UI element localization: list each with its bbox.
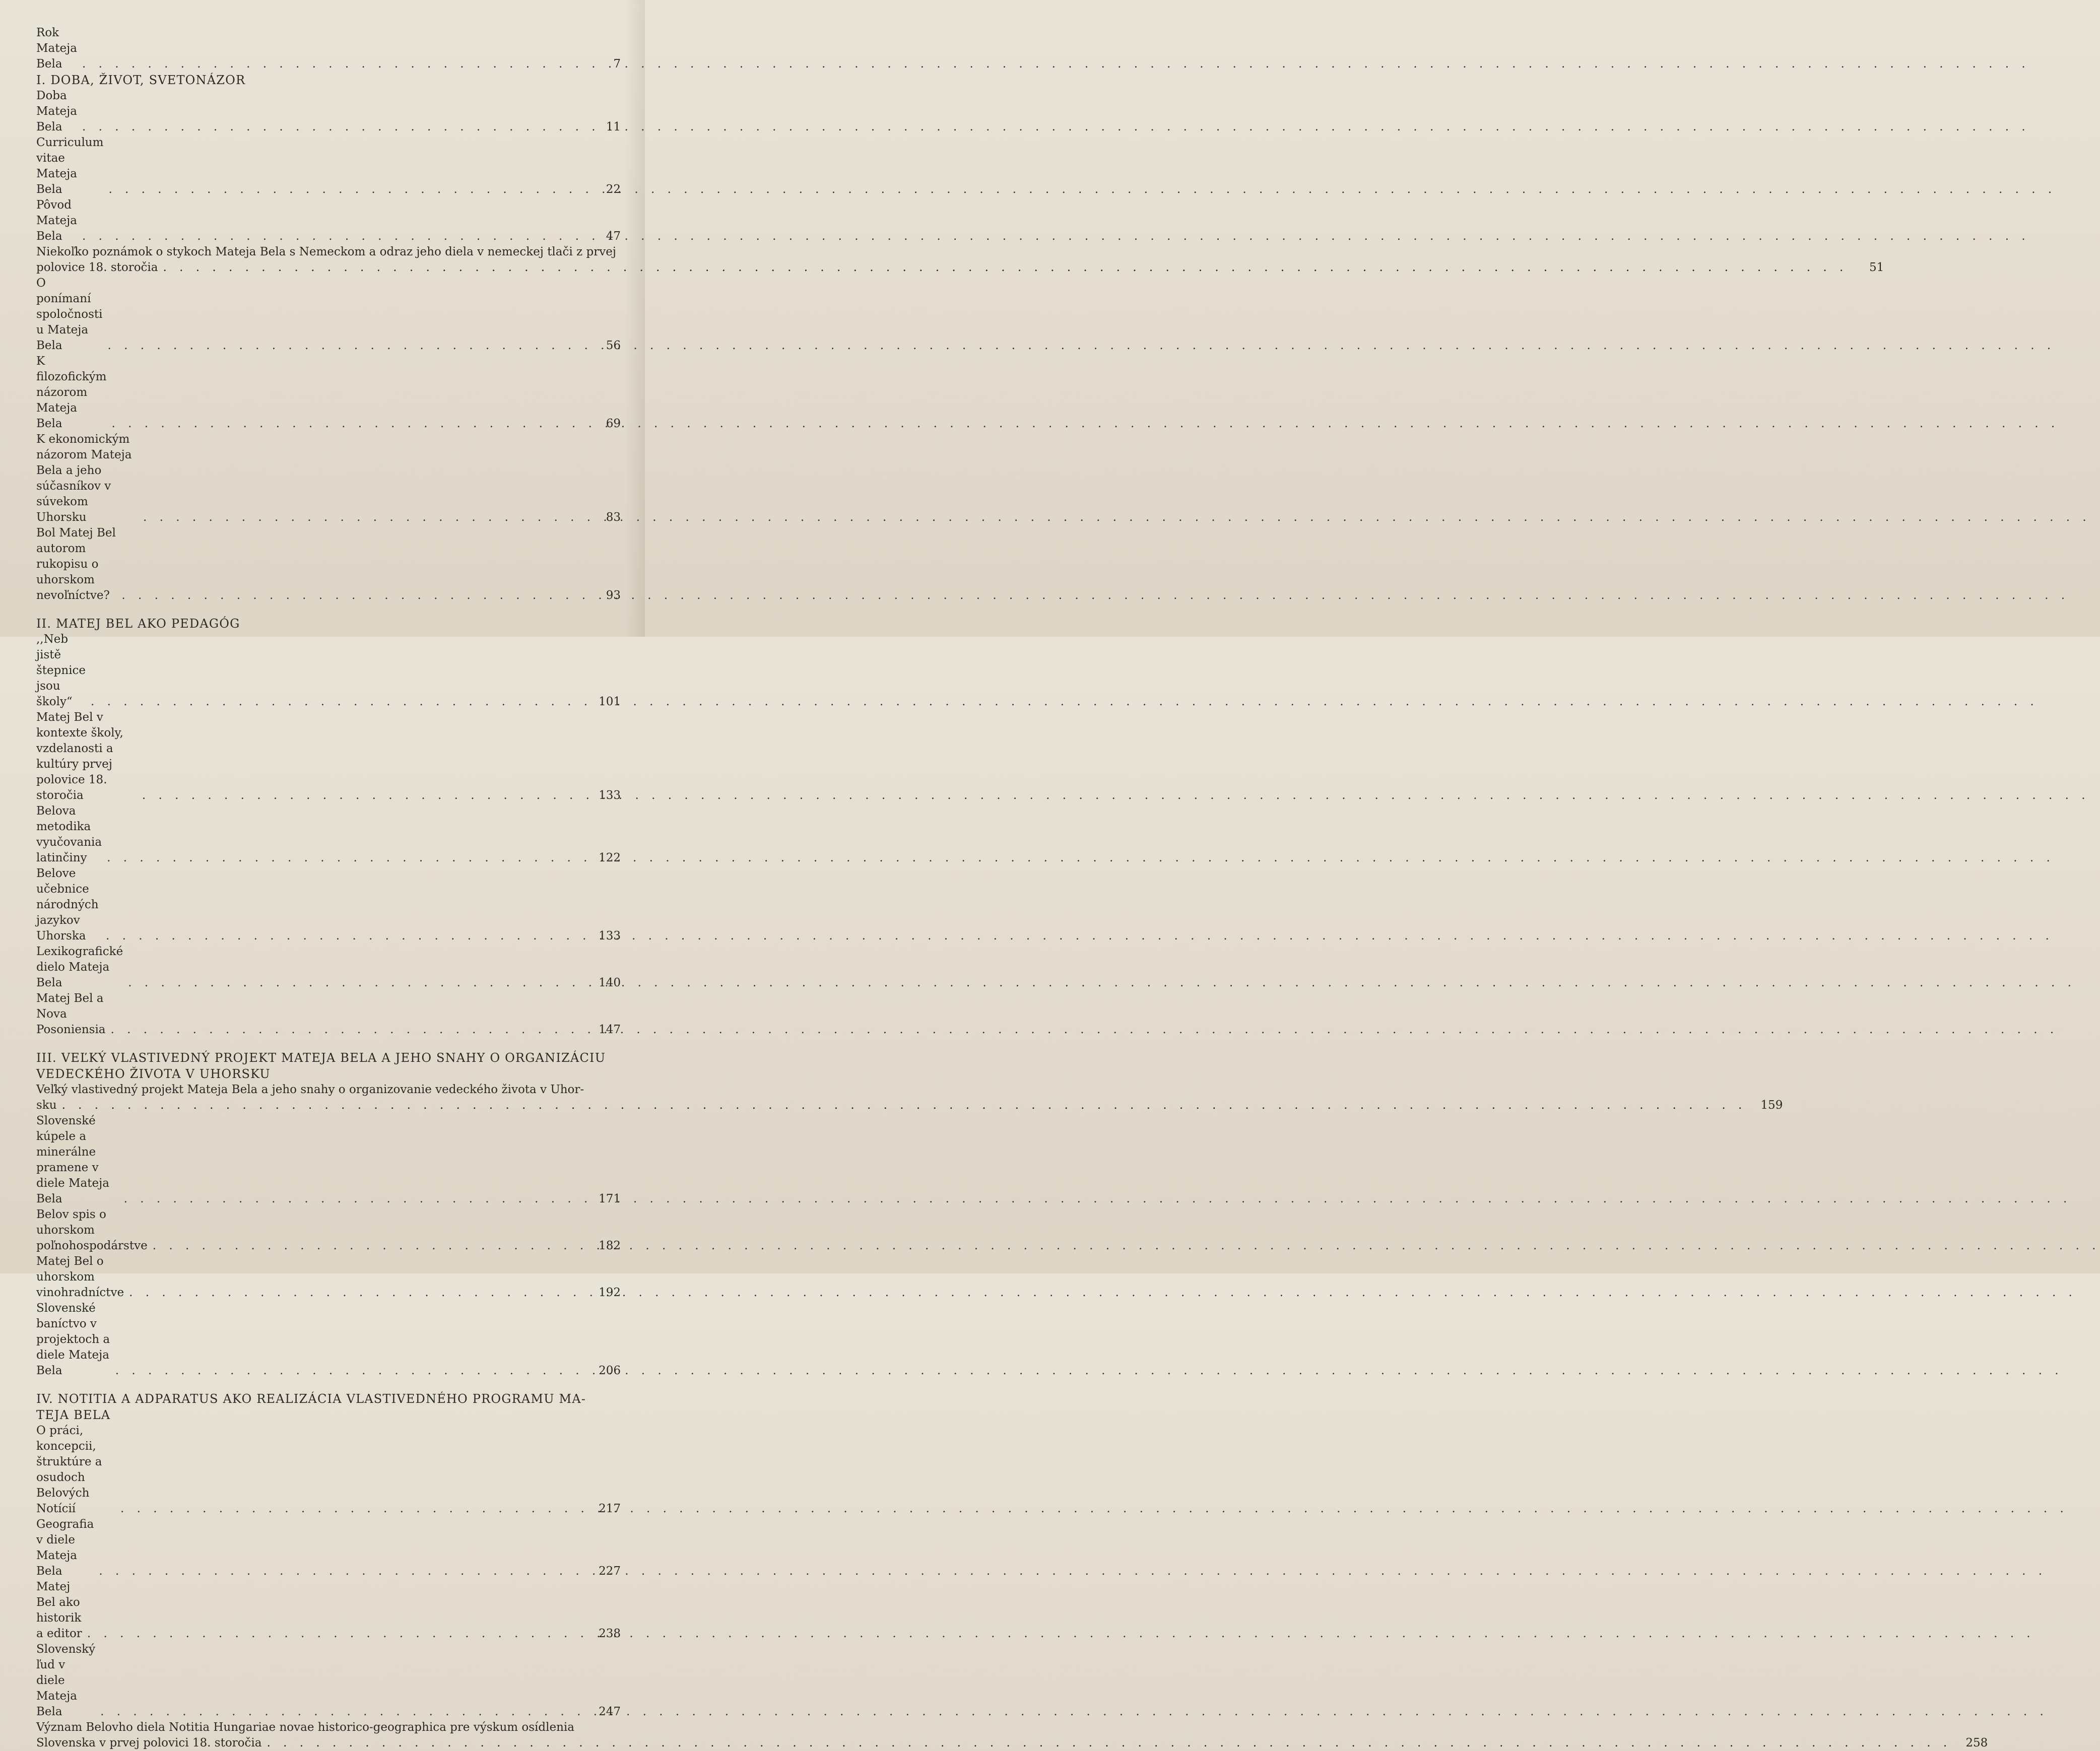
leader-dots <box>138 510 589 525</box>
toc-page-number: 122 <box>599 851 621 864</box>
toc-page-number: 147 <box>599 1023 621 1036</box>
toc-page-number: 227 <box>599 1565 621 1578</box>
toc-page-number: 101 <box>599 695 621 708</box>
toc-page-number: 51 <box>1869 261 1884 274</box>
leader-dots <box>102 850 589 866</box>
toc-page-number: 140 <box>599 976 621 989</box>
toc-entry <box>36 432 621 525</box>
toc-entry-title: Belove učebnice národných jazykov Uhorska <box>36 867 99 942</box>
leader-dots <box>57 1098 1752 1113</box>
toc-page-number: 206 <box>599 1364 621 1377</box>
section-heading-line1: III. VEĽKÝ VLASTIVEDNÝ PROJEKT MATEJA BELA A JEHO SNAHY O ORGANIZÁCIU <box>36 1051 606 1065</box>
toc-entry <box>36 1113 621 1207</box>
toc-entry-title: Lexikografické dielo Mateja Bela <box>36 945 123 989</box>
leader-dots <box>103 182 589 197</box>
leader-dots <box>77 56 589 72</box>
toc-entry-title: Matej Bel a Nova Posoniensia <box>36 992 106 1036</box>
toc-entry <box>36 632 621 710</box>
section-spacer <box>36 603 621 616</box>
toc-entry-title-line1: Význam Belovho diela Notitia Hungariae novae historico-geographica pre výskum osídlenia <box>36 1721 574 1734</box>
toc-entry <box>36 1517 621 1579</box>
leader-dots <box>95 1704 589 1720</box>
toc-page-number: 69 <box>606 417 621 430</box>
leader-dots <box>137 788 589 803</box>
toc-entry <box>36 991 621 1038</box>
toc-entry <box>36 276 621 354</box>
toc-entry-title-line1: Veľký vlastivedný projekt Mateja Bela a jeho snahy o organizovanie vedeckého života v Uhor- <box>36 1083 584 1096</box>
toc-entry <box>36 710 621 803</box>
section-heading-line2: VEDECKÉHO ŽIVOTA V UHORSKU <box>36 1067 271 1081</box>
toc-entry-multiline <box>36 1082 1783 1113</box>
toc-entry-title: Matej Bel v kontexte školy, vzdelanosti a kultúry prvej polovice 18. storočia <box>36 711 123 802</box>
toc-page-number: 83 <box>606 511 621 524</box>
toc-entry-title: Bol Matej Bel autorom rukopisu o uhorskom nevoľníctve? <box>36 526 116 602</box>
toc-entry-title: Geografia v diele Mateja Bela <box>36 1518 94 1578</box>
toc-entry-title: O ponímaní spoločnosti u Mateja Bela <box>36 277 103 352</box>
toc-entry-title: Matej Bel ako historik a editor <box>36 1580 82 1640</box>
toc-page-number: 182 <box>599 1239 621 1252</box>
leader-dots <box>101 928 589 944</box>
toc-page-number: 217 <box>599 1502 621 1515</box>
toc-entry <box>36 25 621 72</box>
page-edge-shadow <box>625 0 645 637</box>
toc-entry-title: Belova metodika vyučovania latinčiny <box>36 804 102 864</box>
toc-entry <box>36 1207 621 1254</box>
leader-dots <box>119 1191 589 1207</box>
leader-dots <box>77 119 589 135</box>
leader-dots <box>110 1363 589 1379</box>
toc-entry <box>36 803 621 866</box>
toc-entry <box>36 1423 621 1517</box>
section-spacer <box>36 1379 621 1391</box>
toc-entry <box>36 866 621 944</box>
section-heading: II. MATEJ BEL AKO PEDAGÓG <box>36 617 240 631</box>
leader-dots <box>124 1285 589 1301</box>
toc-entry-title: Slovenské baníctvo v projektoch a diele Mateja Bela <box>36 1302 110 1377</box>
toc-entry-title: Rok Mateja Bela <box>36 26 77 71</box>
toc-entry <box>36 197 621 244</box>
toc-entry <box>36 525 621 603</box>
toc-page-number: 159 <box>1760 1099 1783 1112</box>
leader-dots <box>103 338 589 354</box>
toc-entry-title-line2: Slovenska v prvej polovici 18. storočia <box>36 1736 262 1749</box>
section-heading-line2: TEJA BELA <box>36 1408 111 1422</box>
toc-entry-title-line2: sku <box>36 1099 57 1112</box>
section-heading: I. DOBA, ŽIVOT, SVETONÁZOR <box>36 73 246 87</box>
toc-entry-title: K filozofickým názorom Mateja Bela <box>36 355 107 430</box>
section-spacer <box>36 1038 621 1050</box>
toc-entry-title-line1: Niekoľko poznámok o stykoch Mateja Bela s Nemeckom a odraz jeho diela v nemeckej tlači z prvej <box>36 245 616 258</box>
leader-dots <box>94 1564 589 1579</box>
toc-entry-title: Slovenský ľud v diele Mateja Bela <box>36 1643 96 1718</box>
toc-entry-multiline <box>36 244 1884 276</box>
leader-dots <box>106 1022 590 1038</box>
toc-page-number: 258 <box>1965 1736 1988 1749</box>
toc-entry <box>36 135 621 197</box>
leader-dots <box>123 975 589 991</box>
leader-dots <box>86 694 589 710</box>
toc-entry <box>36 1642 621 1720</box>
leader-dots <box>82 1626 589 1642</box>
section-heading-line1: IV. NOTITIA A ADPARATUS AKO REALIZÁCIA VLASTIVEDNÉHO PROGRAMU MA- <box>36 1392 586 1406</box>
toc-entry <box>36 944 621 991</box>
toc-page-number: 171 <box>599 1192 621 1205</box>
toc-entry-title: ,,Neb jistě štepnice jsou školy“ <box>36 633 86 708</box>
leader-dots <box>116 588 589 603</box>
leader-dots <box>106 416 589 432</box>
toc-page-number: 247 <box>599 1705 621 1718</box>
leader-dots <box>115 1501 589 1517</box>
toc-entry <box>36 1301 621 1379</box>
toc-entry <box>36 1254 621 1301</box>
toc-page-number: 238 <box>599 1627 621 1640</box>
leader-dots <box>158 260 1853 276</box>
toc-entry-title: Belov spis o uhorskom poľnohospodárstve <box>36 1208 148 1252</box>
toc-entry-multiline <box>36 1720 1988 1751</box>
toc-page-number: 56 <box>606 339 621 352</box>
leader-dots <box>261 1735 1956 1751</box>
toc-entry <box>36 1579 621 1642</box>
toc-page-number: 133 <box>599 929 621 942</box>
toc-entry <box>36 88 621 135</box>
toc-page-number: 192 <box>599 1286 621 1299</box>
toc-page-number: 11 <box>606 120 621 133</box>
toc-entry-title: Curriculum vitae Mateja Bela <box>36 136 104 196</box>
toc-page-number: 22 <box>606 183 621 196</box>
toc-entry-title: O práci, koncepcii, štruktúre a osudoch Belových Notícií <box>36 1424 102 1515</box>
toc-entry-title: Matej Bel o uhorskom vinohradníctve <box>36 1255 124 1299</box>
toc-page-number: 7 <box>613 57 621 71</box>
toc-entry-title: Slovenské kúpele a minerálne pramene v diele Mateja Bela <box>36 1114 109 1205</box>
leader-dots <box>77 229 589 244</box>
table-of-contents <box>36 25 1988 1751</box>
toc-page-number: 93 <box>606 589 621 602</box>
toc-entry-title: Pôvod Mateja Bela <box>36 198 77 243</box>
toc-entry-title: Doba Mateja Bela <box>36 89 77 133</box>
toc-page-number: 133 <box>599 789 621 802</box>
leader-dots <box>148 1238 589 1254</box>
toc-entry <box>36 354 621 432</box>
toc-page-number: 47 <box>606 230 621 243</box>
toc-entry-title-line2: polovice 18. storočia <box>36 261 158 274</box>
toc-entry-title: K ekonomickým názorom Mateja Bela a jeho súčasníkov v súvekom Uhorsku <box>36 433 132 524</box>
